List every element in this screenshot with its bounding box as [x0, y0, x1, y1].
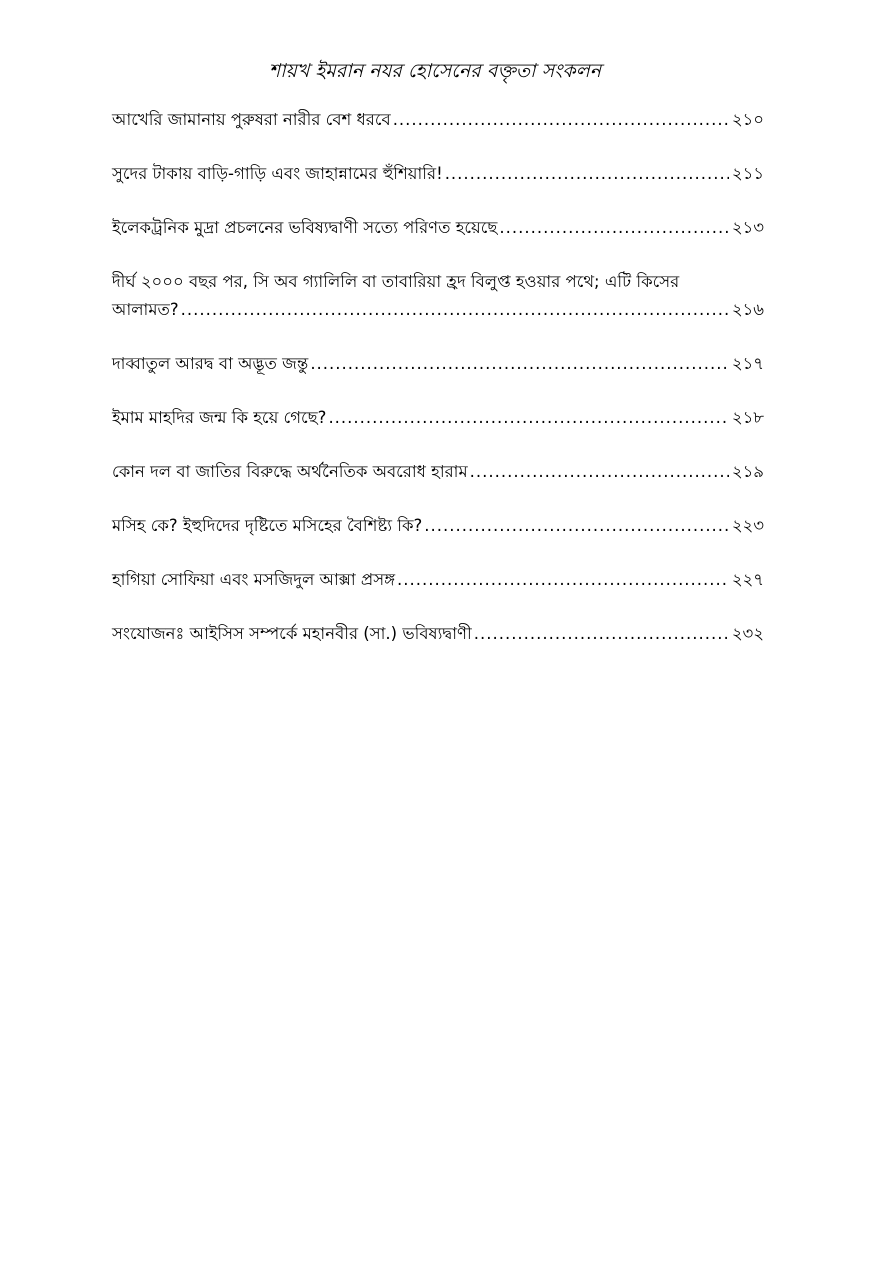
toc-entry[interactable]	[112, 404, 764, 432]
toc-page-number: ২১৩	[731, 218, 764, 237]
toc-row	[112, 566, 764, 594]
toc-page-number: ২১৭	[731, 354, 764, 373]
toc-entry[interactable]	[112, 106, 764, 134]
toc-entry[interactable]	[112, 214, 764, 242]
toc-entry[interactable]	[112, 620, 764, 648]
toc-page-number: ২১১	[731, 164, 764, 183]
running-header: শায়খ ইমরান নযর হোসেনের বক্তৃতা সংকলন	[268, 60, 602, 82]
toc-entry[interactable]	[112, 160, 764, 188]
dot-leader	[328, 404, 728, 432]
toc-entry[interactable]	[112, 566, 764, 594]
toc-entry[interactable]	[112, 350, 764, 378]
toc-entry[interactable]	[112, 458, 764, 486]
toc-page-number: ২২৭	[731, 570, 764, 589]
toc-row	[112, 458, 764, 486]
toc-page-number: ২১০	[731, 110, 764, 129]
toc-row	[112, 350, 764, 378]
toc-entry-title: দাব্বাতুল আরদ্ব বা অদ্ভূত জন্তু	[112, 354, 309, 373]
toc-entry-title: সংযোজনঃ আইসিস সম্পর্কে মহানবীর (সা.) ভবিষ্যদ্বাণী	[112, 624, 472, 643]
toc-entry-title: ইমাম মাহদির জন্ম কি হয়ে গেছে?	[112, 408, 327, 427]
toc-row	[112, 296, 764, 324]
toc-row	[112, 106, 764, 134]
toc-page-number: ২১৮	[731, 408, 764, 427]
toc-row	[112, 512, 764, 540]
dot-leader	[474, 620, 729, 648]
toc-entry-title: কোন দল বা জাতির বিরুদ্ধে অর্থনৈতিক অবরোধ হারাম	[112, 462, 468, 481]
toc-row	[112, 620, 764, 648]
dot-leader	[424, 512, 729, 540]
toc-page-number: ২২৩	[731, 516, 764, 535]
dot-leader	[470, 458, 729, 486]
toc-page-number: ২১৬	[731, 300, 764, 319]
toc-entry-title: আখেরি জামানায় পুরুষরা নারীর বেশ ধরবে	[112, 110, 391, 129]
toc-entry-title: ইলেকট্রনিক মুদ্রা প্রচলনের ভবিষ্যদ্বাণী সত্যে পরিণত হয়েছে	[112, 218, 498, 237]
dot-leader	[310, 350, 729, 378]
toc-page-number: ২৩২	[731, 624, 764, 643]
dot-leader	[397, 566, 729, 594]
toc-entry-title: হাগিয়া সোফিয়া এবং মসজিদুল আক্সা প্রসঙ্গ	[112, 570, 396, 589]
toc-entry-title: মসিহ কে? ইহুদিদের দৃষ্টিতে মসিহের বৈশিষ্ট্য কি?	[112, 516, 423, 535]
toc-entry-title: দীর্ঘ ২০০০ বছর পর, সি অব গ্যালিলি বা তাবারিয়া হ্রদ বিলুপ্ত হওয়ার পথে; এটি কিসের	[112, 272, 680, 291]
toc-entry-title: সুদের টাকায় বাড়ি-গাড়ি এবং জাহান্নামের হুঁশিয়ারি!	[112, 164, 443, 183]
toc-entry[interactable]	[112, 268, 764, 324]
dot-leader	[499, 214, 728, 242]
toc-row	[112, 160, 764, 188]
toc-row	[112, 404, 764, 432]
dot-leader	[393, 106, 729, 134]
toc-entry[interactable]	[112, 512, 764, 540]
table-of-contents	[112, 106, 764, 674]
toc-page-number: ২১৯	[731, 462, 764, 481]
toc-row	[112, 214, 764, 242]
dot-leader	[181, 296, 729, 324]
toc-entry-title-continued: আলামত?	[112, 300, 179, 319]
dot-leader	[445, 160, 729, 188]
